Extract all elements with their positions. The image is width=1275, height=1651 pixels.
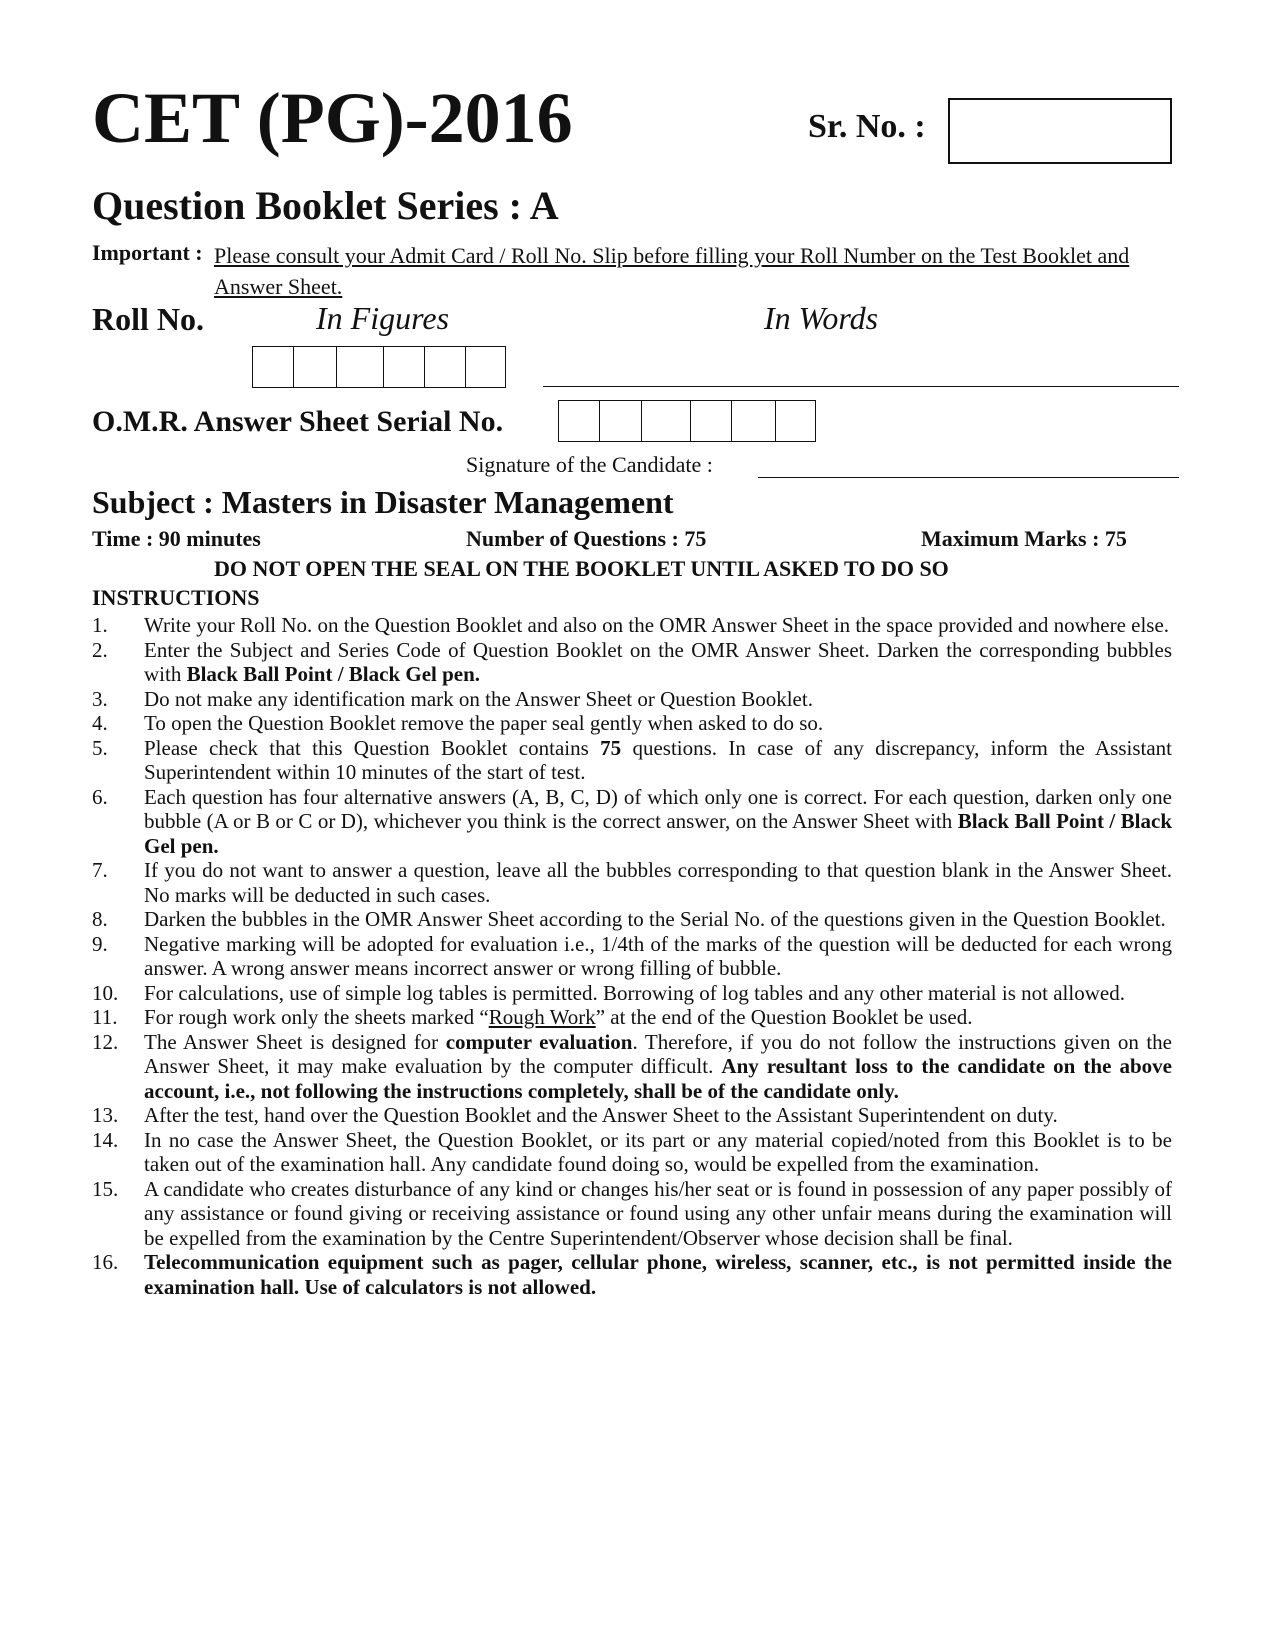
serial-number-box[interactable]: [948, 98, 1172, 164]
instruction-number: 1.: [92, 613, 108, 637]
instruction-number: 10.: [92, 980, 119, 1005]
instruction-text-segment: Any resultant loss to the candidate on the above account, i.e., not following the instructions completely, shall be of the candidate only.: [144, 1054, 1172, 1103]
instruction-text: [144, 907, 1172, 932]
omr-digit-box[interactable]: [642, 401, 691, 441]
instruction-text-segment: Enter the Subject and Series Code of Question Booklet on the OMR Answer Sheet. Darken the corresponding bubbles with: [144, 637, 1172, 686]
instruction-text-segment: Write your Roll No. on the Question Booklet and also on the OMR Answer Sheet in the space provided and nowhere else.: [144, 613, 1170, 637]
instruction-text-segment: 75: [600, 735, 622, 760]
in-words-label: In Words: [764, 300, 879, 336]
instruction-text: [144, 1103, 1172, 1128]
roll-digit-box[interactable]: [337, 347, 384, 387]
instruction-text: [144, 1250, 1172, 1299]
instruction-item: [92, 736, 1172, 785]
instruction-text: [144, 858, 1172, 907]
instruction-text-segment: Darken the bubbles in the OMR Answer Sheet according to the Serial No. of the questions given in the Question Booklet.: [144, 907, 1166, 931]
instruction-item: [92, 638, 1172, 687]
instruction-item: [92, 687, 1172, 712]
instruction-item: [92, 1177, 1172, 1251]
instruction-number: 15.: [92, 1176, 119, 1201]
omr-digit-box[interactable]: [732, 401, 776, 441]
important-label: Important :: [92, 240, 203, 265]
roll-number-figure-boxes[interactable]: [252, 346, 506, 388]
instruction-text-segment: . Therefore, if you do not follow the instructions given on the Answer Sheet, it may make evaluation by the computer difficult.: [144, 1029, 1173, 1078]
important-note: Please consult your Admit Card / Roll No. Slip before filling your Roll Number on the Test Booklet and Answer Sheet.: [214, 243, 1130, 299]
in-figures-label: In Figures: [316, 300, 450, 336]
roll-digit-box[interactable]: [384, 347, 425, 387]
omr-digit-box[interactable]: [600, 401, 642, 441]
omr-digit-box[interactable]: [691, 401, 732, 441]
instruction-item: [92, 785, 1172, 859]
instruction-item: [92, 858, 1172, 907]
instruction-item: [92, 907, 1172, 932]
instruction-text-segment: Rough Work: [488, 1005, 596, 1029]
serial-number-label: Sr. No. :: [808, 108, 926, 145]
instruction-text-segment: Telecommunication equipment such as pager, cellular phone, wireless, scanner, etc., is not permitted inside the examination hall. Use of calculators is not allowed.: [144, 1250, 1172, 1299]
roll-digit-box[interactable]: [466, 347, 505, 387]
omr-serial-label: O.M.R. Answer Sheet Serial No.: [92, 405, 504, 438]
instruction-text-segment: For calculations, use of simple log tables is permitted. Borrowing of log tables and any other material is not allowed.: [144, 980, 1125, 1005]
instruction-text-segment: Please check that this Question Booklet contains: [144, 735, 601, 760]
instruction-text: [144, 932, 1172, 981]
instructions-list: [92, 613, 1172, 1299]
instructions-heading: INSTRUCTIONS: [92, 585, 260, 610]
seal-notice: DO NOT OPEN THE SEAL ON THE BOOKLET UNTIL ASKED TO DO SO: [214, 556, 949, 581]
roll-digit-box[interactable]: [425, 347, 466, 387]
instruction-item: [92, 1030, 1172, 1104]
instruction-text-segment: Each question has four alternative answers (A, B, C, D) of which only one is correct. For each question, darken only one bubble (A or B or C or D), whichever you think is the correct answer, on the Answer Sheet with: [144, 784, 1172, 833]
instruction-number: 12.: [92, 1029, 119, 1054]
omr-digit-box[interactable]: [776, 401, 815, 441]
instruction-item: [92, 1250, 1172, 1299]
roll-number-words-line[interactable]: [543, 386, 1179, 387]
instruction-number: 6.: [92, 784, 108, 809]
instruction-text-segment: In no case the Answer Sheet, the Question Booklet, or its part or any material copied/noted from this Booklet is to be taken out of the examination hall. Any candidate found doing so, would be expelled from the examination.: [144, 1127, 1172, 1176]
number-of-questions: Number of Questions : 75: [466, 526, 707, 551]
signature-label: Signature of the Candidate :: [466, 452, 713, 477]
signature-line[interactable]: [758, 477, 1179, 478]
instruction-text-segment: Black Ball Point / Black Gel pen.: [186, 662, 481, 686]
maximum-marks: Maximum Marks : 75: [921, 526, 1127, 551]
instruction-text-segment: computer evaluation: [445, 1029, 633, 1054]
instruction-text: [144, 1177, 1172, 1251]
instruction-text-segment: If you do not want to answer a question, leave all the bubbles corresponding to that question blank in the Answer Sheet. No marks will be deducted in such cases.: [144, 858, 1172, 907]
roll-digit-box[interactable]: [294, 347, 337, 387]
instruction-text: [144, 1005, 1172, 1030]
instruction-number: 2.: [92, 637, 108, 662]
booklet-series-title: Question Booklet Series : A: [92, 183, 559, 228]
instruction-text: [144, 613, 1172, 638]
instruction-text: [144, 638, 1172, 687]
instruction-text-segment: The Answer Sheet is designed for: [144, 1029, 446, 1054]
exam-title: CET (PG)-2016: [92, 78, 573, 158]
instruction-text-segment: After the test, hand over the Question Booklet and the Answer Sheet to the Assistant Superintendent on duty.: [144, 1103, 1058, 1127]
time-limit: Time : 90 minutes: [92, 526, 261, 551]
instruction-number: 16.: [92, 1250, 119, 1274]
instruction-text: [144, 981, 1172, 1006]
roll-number-label: Roll No.: [92, 301, 204, 337]
instruction-item: [92, 1005, 1172, 1030]
instruction-number: 7.: [92, 858, 108, 882]
instruction-number: 8.: [92, 907, 108, 931]
roll-digit-box[interactable]: [253, 347, 294, 387]
instruction-text-segment: ” at the end of the Question Booklet be used.: [595, 1005, 973, 1029]
instruction-text: [144, 1128, 1172, 1177]
instruction-item: [92, 981, 1172, 1006]
instruction-text-segment: Do not make any identification mark on the Answer Sheet or Question Booklet.: [144, 686, 813, 711]
instruction-text-segment: Negative marking will be adopted for evaluation i.e., 1/4th of the marks of the question will be deducted for each wrong answer. A wrong answer means incorrect answer or wrong filling of bubble.: [144, 931, 1172, 980]
instruction-number: 5.: [92, 735, 108, 760]
instruction-text-segment: Black Ball Point / Black Gel pen.: [144, 809, 1173, 858]
instruction-text-segment: A candidate who creates disturbance of any kind or changes his/her seat or is found in possession of any paper possibly of any assistance or found giving or receiving assistance or found using any other unfair means during the examination will be expelled from the examination by the Centre Superintendent/Observer whose decision shall be final.: [144, 1176, 1172, 1250]
instruction-text: [144, 785, 1172, 859]
subject-title: Subject : Masters in Disaster Management: [92, 484, 674, 520]
instruction-text: [144, 1030, 1172, 1104]
instruction-number: 13.: [92, 1103, 119, 1127]
instruction-number: 4.: [92, 711, 108, 735]
instruction-text-segment: For rough work only the sheets marked “: [144, 1005, 489, 1029]
instruction-text-segment: To open the Question Booklet remove the paper seal gently when asked to do so.: [144, 711, 824, 735]
instruction-number: 3.: [92, 686, 108, 711]
instruction-item: [92, 932, 1172, 981]
instruction-text: [144, 736, 1172, 785]
omr-digit-box[interactable]: [559, 401, 600, 441]
instruction-item: [92, 1103, 1172, 1128]
instruction-item: [92, 1128, 1172, 1177]
instruction-number: 9.: [92, 931, 108, 956]
instruction-item: [92, 711, 1172, 736]
instruction-text-segment: questions. In case of any discrepancy, inform the Assistant Superintendent within 10 minutes of the start of test.: [144, 735, 1172, 784]
instruction-item: [92, 613, 1172, 638]
omr-serial-boxes[interactable]: [558, 400, 816, 442]
instruction-text: [144, 687, 1172, 712]
instruction-number: 14.: [92, 1127, 119, 1152]
instruction-text: [144, 711, 1172, 736]
instruction-number: 11.: [92, 1005, 118, 1029]
